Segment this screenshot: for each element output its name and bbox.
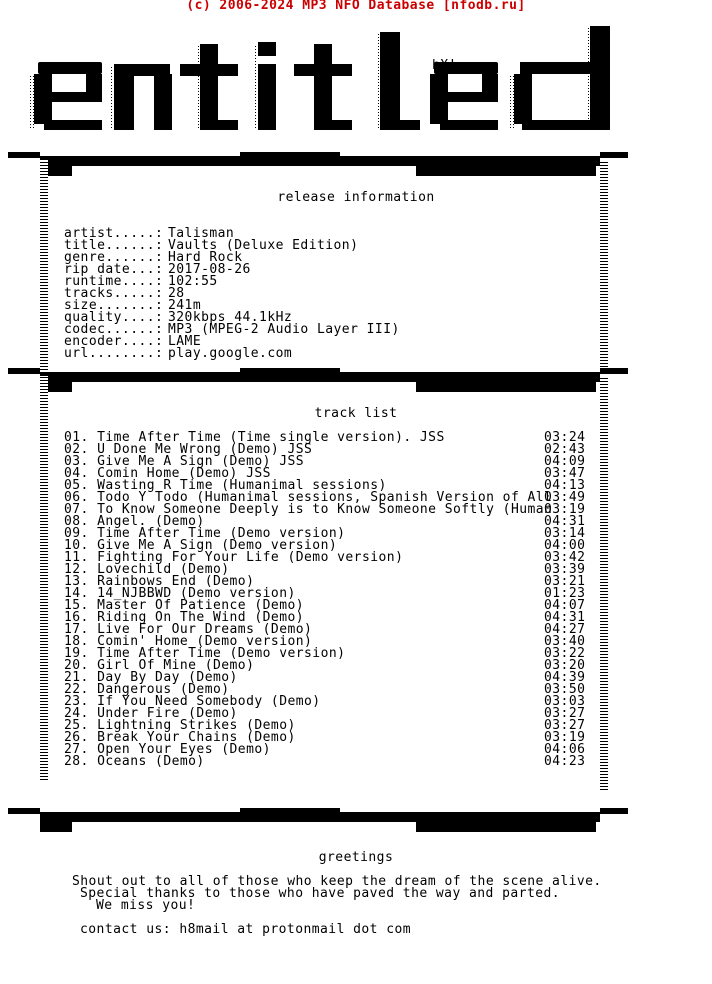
greetings-heading: greetings [318, 850, 394, 865]
info-key: codec......: [64, 322, 164, 337]
info-value: LAME [168, 334, 202, 349]
track-duration: 03:47 [544, 466, 586, 481]
track-title: 13. Rainbows End (Demo) [64, 574, 255, 589]
info-key: artist.....: [64, 226, 164, 241]
greeting-line: Special thanks to those who have paved the way and parted. [80, 886, 561, 901]
info-key: tracks.....: [64, 286, 164, 301]
track-duration: 03:19 [544, 502, 586, 517]
info-key: quality....: [64, 310, 164, 325]
entitled-logo [30, 22, 630, 134]
release-info-heading: release information [277, 190, 435, 205]
track-duration: 03:50 [544, 682, 586, 697]
track-duration: 04:31 [544, 514, 586, 529]
track-duration: 03:14 [544, 526, 586, 541]
info-value: 241m [168, 298, 202, 313]
track-title: 04. Comin Home (Demo) JSS [64, 466, 271, 481]
track-title: 12. Lovechild (Demo) [64, 562, 230, 577]
track-title: 09. Time After Time (Demo version) [64, 526, 346, 541]
track-title: 17. Live For Our Dreams (Demo) [64, 622, 313, 637]
track-title: 01. Time After Time (Time single version). JSS [64, 430, 445, 445]
track-title: 07. To Know Someone Deeply is to Know Someone Softly (Human [64, 502, 553, 517]
track-duration: 03:40 [544, 634, 586, 649]
track-title: 16. Riding On The Wind (Demo) [64, 610, 305, 625]
track-title: 03. Give Me A Sign (Demo) JSS [64, 454, 305, 469]
track-duration: 02:43 [544, 442, 586, 457]
track-title: 08. Angel. (Demo) [64, 514, 205, 529]
track-title: 06. Todo Y Todo (Humanimal sessions, Spanish Version of All [64, 490, 553, 505]
track-title: 05. Wasting R Time (Humanimal sessions) [64, 478, 387, 493]
greeting-line: Shout out to all of those who keep the dream of the scene alive. [72, 874, 602, 889]
track-title: 24. Under Fire (Demo) [64, 706, 238, 721]
track-duration: 01:23 [544, 586, 586, 601]
track-title: 25. Lightning Strikes (Demo) [64, 718, 296, 733]
track-duration: 03:39 [544, 562, 586, 577]
track-duration: 03:49 [544, 490, 586, 505]
nfodb-credit-link[interactable]: (c) 2006-2024 MP3 NFO Database [nfodb.ru] [186, 0, 526, 13]
release-info-block [64, 226, 400, 372]
info-key: url........: [64, 346, 164, 361]
info-value: Hard Rock [168, 250, 243, 265]
info-row [64, 346, 293, 361]
track-duration: 03:20 [544, 658, 586, 673]
track-title: 23. If You Need Somebody (Demo) [64, 694, 321, 709]
info-value: Talisman [168, 226, 235, 241]
info-key: encoder....: [64, 334, 164, 349]
track-title: 28. Oceans (Demo) [64, 754, 205, 769]
track-title: 22. Dangerous (Demo) [64, 682, 230, 697]
info-value: Vaults (Deluxe Edition) [168, 238, 359, 253]
track-title: 15. Master Of Patience (Demo) [64, 598, 305, 613]
info-value: 2017-08-26 [168, 262, 251, 277]
track-duration: 04:07 [544, 598, 586, 613]
info-value: 320kbps 44.1kHz [168, 310, 293, 325]
right-border [600, 376, 608, 790]
group-tag: hX! [432, 58, 457, 73]
info-value: 102:55 [168, 274, 218, 289]
info-key: runtime....: [64, 274, 164, 289]
track-title: 18. Comin' Home (Demo version) [64, 634, 313, 649]
track-duration: 04:06 [544, 742, 586, 757]
track-duration: 04:00 [544, 538, 586, 553]
track-duration: 03:22 [544, 646, 586, 661]
track-duration: 04:31 [544, 610, 586, 625]
track-title: 20. Girl Of Mine (Demo) [64, 658, 255, 673]
track-title: 14. 14_NJBBWD (Demo version) [64, 586, 296, 601]
track-duration: 04:23 [544, 754, 586, 769]
track-duration: 04:39 [544, 670, 586, 685]
track-list-heading: track list [314, 406, 398, 421]
track-duration: 04:09 [544, 454, 586, 469]
info-value: 28 [168, 286, 185, 301]
track-title: 11. Fighting For Your Life (Demo version) [64, 550, 404, 565]
track-title: 02. U Done Me Wrong (Demo) JSS [64, 442, 313, 457]
track-duration: 03:27 [544, 718, 586, 733]
left-border [40, 376, 48, 780]
contact-line: contact us: h8mail at protonmail dot com [80, 922, 412, 937]
info-value: MP3 (MPEG-2 Audio Layer III) [168, 322, 400, 337]
track-duration: 04:27 [544, 622, 586, 637]
track-duration: 03:21 [544, 574, 586, 589]
url-link[interactable]: play.google.com [168, 346, 293, 361]
info-key: genre......: [64, 250, 164, 265]
track-duration: 03:03 [544, 694, 586, 709]
track-title: 10. Give Me A Sign (Demo version) [64, 538, 338, 553]
track-title: 19. Time After Time (Demo version) [64, 646, 346, 661]
track-title: 27. Open Your Eyes (Demo) [64, 742, 271, 757]
track-title: 26. Break Your Chains (Demo) [64, 730, 296, 745]
track-duration: 03:19 [544, 730, 586, 745]
track-duration: 03:27 [544, 706, 586, 721]
track-title: 21. Day By Day (Demo) [64, 670, 238, 685]
divider-bar-3 [0, 806, 712, 846]
info-key: size.......: [64, 298, 164, 313]
track-duration: 04:13 [544, 478, 586, 493]
track-duration: 03:24 [544, 430, 586, 445]
greeting-line: We miss you! [96, 898, 196, 913]
info-key: title......: [64, 238, 164, 253]
track-duration: 03:42 [544, 550, 586, 565]
track-list [64, 432, 594, 780]
info-key: rip date...: [64, 262, 164, 277]
